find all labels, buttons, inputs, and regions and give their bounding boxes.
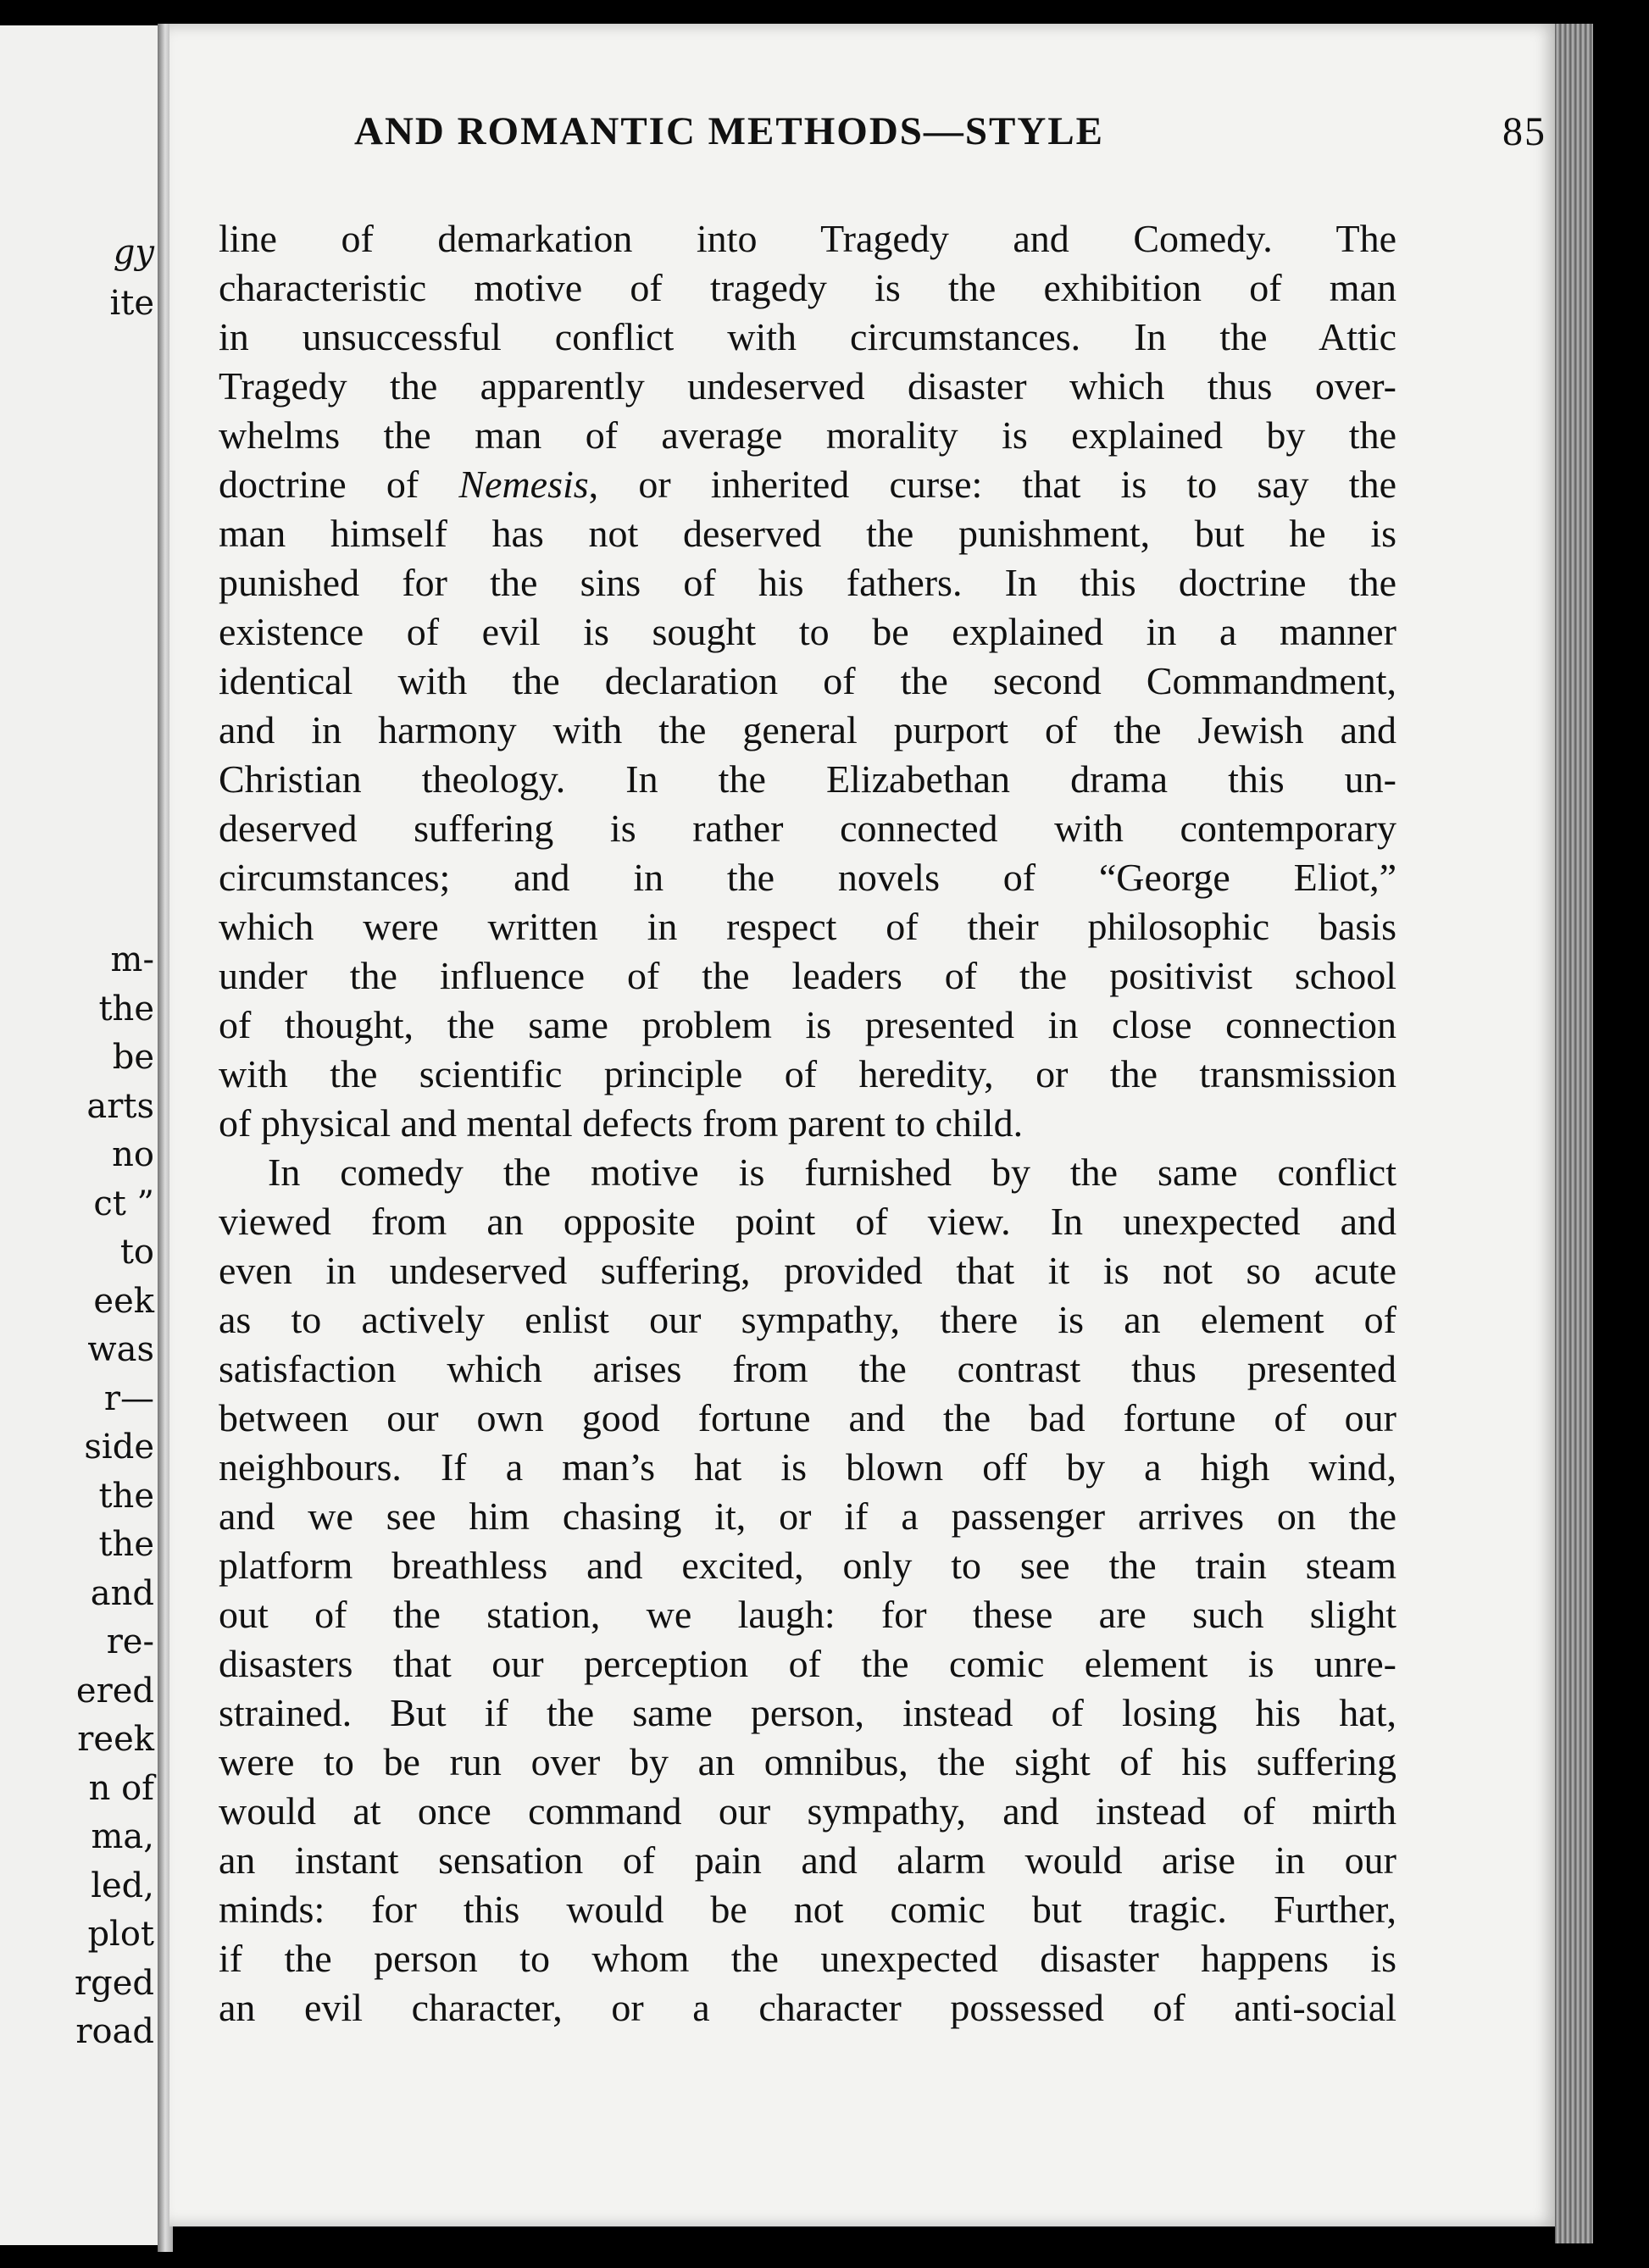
text-line: which were written in respect of their philosophic basis [219, 905, 1396, 948]
facing-page-fragment-line: eek [93, 1281, 154, 1321]
text-line: were to be run over by an omnibus, the sight of his suffering [219, 1740, 1396, 1783]
text-line: characteristic motive of tragedy is the exhibition of man [219, 266, 1396, 309]
text-line: between our own good fortune and the bad fortune of our [219, 1396, 1396, 1439]
facing-page-fragment-line: r— [103, 1378, 154, 1418]
text-line: deserved suffering is rather connected with contemporary [219, 807, 1396, 850]
text-line: an instant sensation of pain and alarm would arise in our [219, 1838, 1396, 1882]
facing-page-column [75, 936, 154, 2057]
text-line: strained. But if the same person, instead of losing his hat, [219, 1691, 1396, 1734]
text-line: Tragedy the apparently undeserved disaster which thus over- [219, 364, 1396, 408]
facing-page-fragment-line: side [84, 1428, 154, 1467]
text-line: punished for the sins of his fathers. In this doctrine the [219, 561, 1396, 604]
text-line: out of the station, we laugh: for these are such slight [219, 1593, 1396, 1636]
facing-page-fragment-line: rged [74, 1963, 154, 2003]
running-head-title: AND ROMANTIC METHODS—STYLE [354, 109, 1105, 153]
text-line: disasters that our perception of the comic element is unre- [219, 1642, 1396, 1685]
text-line: whelms the man of average morality is explained by the [219, 413, 1396, 457]
facing-page-fragment-line: ite [109, 284, 154, 323]
facing-page-fragment-line: be [112, 1038, 154, 1077]
body-text [219, 214, 1396, 2032]
text-line: if the person to whom the unexpected disaster happens is [219, 1937, 1396, 1980]
text-line: of thought, the same problem is presented in close connection [219, 1003, 1396, 1046]
facing-page-fragment-line: m- [110, 940, 154, 979]
facing-page-fragment-line: was [87, 1330, 154, 1369]
text-line: and we see him chasing it, or if a passenger arrives on the [219, 1494, 1396, 1538]
text-line: Christian theology. In the Elizabethan drama this un- [219, 757, 1396, 801]
text-line: and in harmony with the general purport of the Jewish and [219, 708, 1396, 751]
text-line: In comedy the motive is furnished by the same conflict [268, 1151, 1396, 1194]
text-line: circumstances; and in the novels of “George Eliot,” [219, 856, 1396, 899]
facing-page-fragment-line: ered [75, 1671, 154, 1711]
text-line: platform breathless and excited, only to see the train steam [219, 1544, 1396, 1587]
facing-page-fragment-line: re- [106, 1622, 154, 1661]
facing-page-fragment-line: arts [86, 1086, 154, 1126]
text-line: existence of evil is sought to be explained in a manner [219, 610, 1396, 653]
facing-page-fragment-line: the [98, 1476, 154, 1516]
text-line: man himself has not deserved the punishment, but he is [219, 512, 1396, 555]
facing-page-fragment-line: gy [113, 233, 154, 272]
text-line: viewed from an opposite point of view. In unexpected and [219, 1200, 1396, 1243]
text-line: as to actively enlist our sympathy, there is an element of [219, 1298, 1396, 1341]
text-line: of physical and mental defects from parent to child. [219, 1101, 1024, 1145]
facing-page-fragment [0, 25, 164, 2245]
text-segment: doctrine of [219, 463, 459, 506]
text-line: even in undeserved suffering, provided that it is not so acute [219, 1249, 1396, 1292]
facing-page-fragment-line: reek [77, 1720, 154, 1759]
facing-page-fragment-line: and [90, 1573, 154, 1613]
facing-page-fragment-line: road [75, 2012, 154, 2051]
facing-page-fragment-line: ct ” [93, 1184, 154, 1223]
facing-page-fragment-line: the [98, 989, 154, 1029]
text-line: identical with the declaration of the second Commandment, [219, 659, 1396, 702]
text-line: minds: for this would be not comic but tragic. Further, [219, 1888, 1396, 1931]
facing-page-fragment-line: no [112, 1135, 154, 1174]
page-number: 85 [1502, 109, 1546, 154]
page-edges [1555, 24, 1593, 2243]
facing-page-fragment-line: led, [91, 1866, 154, 1905]
italic-term: Nemesis [458, 463, 589, 506]
text-line: in unsuccessful conflict with circumstances. In the Attic [219, 315, 1396, 358]
text-line: with the scientific principle of heredity, or the transmission [219, 1052, 1396, 1095]
text-line: would at once command our sympathy, and instead of mirth [219, 1789, 1396, 1833]
facing-page-fragment-line: the [98, 1525, 154, 1564]
text-line: an evil character, or a character possessed of anti-social [219, 1986, 1396, 2029]
facing-page-fragment-line: to [119, 1233, 154, 1272]
facing-page-fragment-line: ma, [91, 1817, 154, 1856]
facing-page-fragment-line: n of [88, 1768, 154, 1808]
text-line: satisfaction which arises from the contrast thus presented [219, 1347, 1396, 1390]
text-segment: , or inherited curse: that is to say the [588, 463, 1396, 506]
text-line: under the influence of the leaders of the positivist school [219, 954, 1396, 997]
text-line: line of demarkation into Tragedy and Comedy. The [219, 217, 1396, 260]
book-page [169, 24, 1559, 2226]
facing-page-fragment-line: plot [87, 1915, 154, 1954]
text-line: neighbours. If a man’s hat is blown off by a high wind, [219, 1445, 1396, 1489]
text-line-nemesis [219, 460, 1396, 509]
